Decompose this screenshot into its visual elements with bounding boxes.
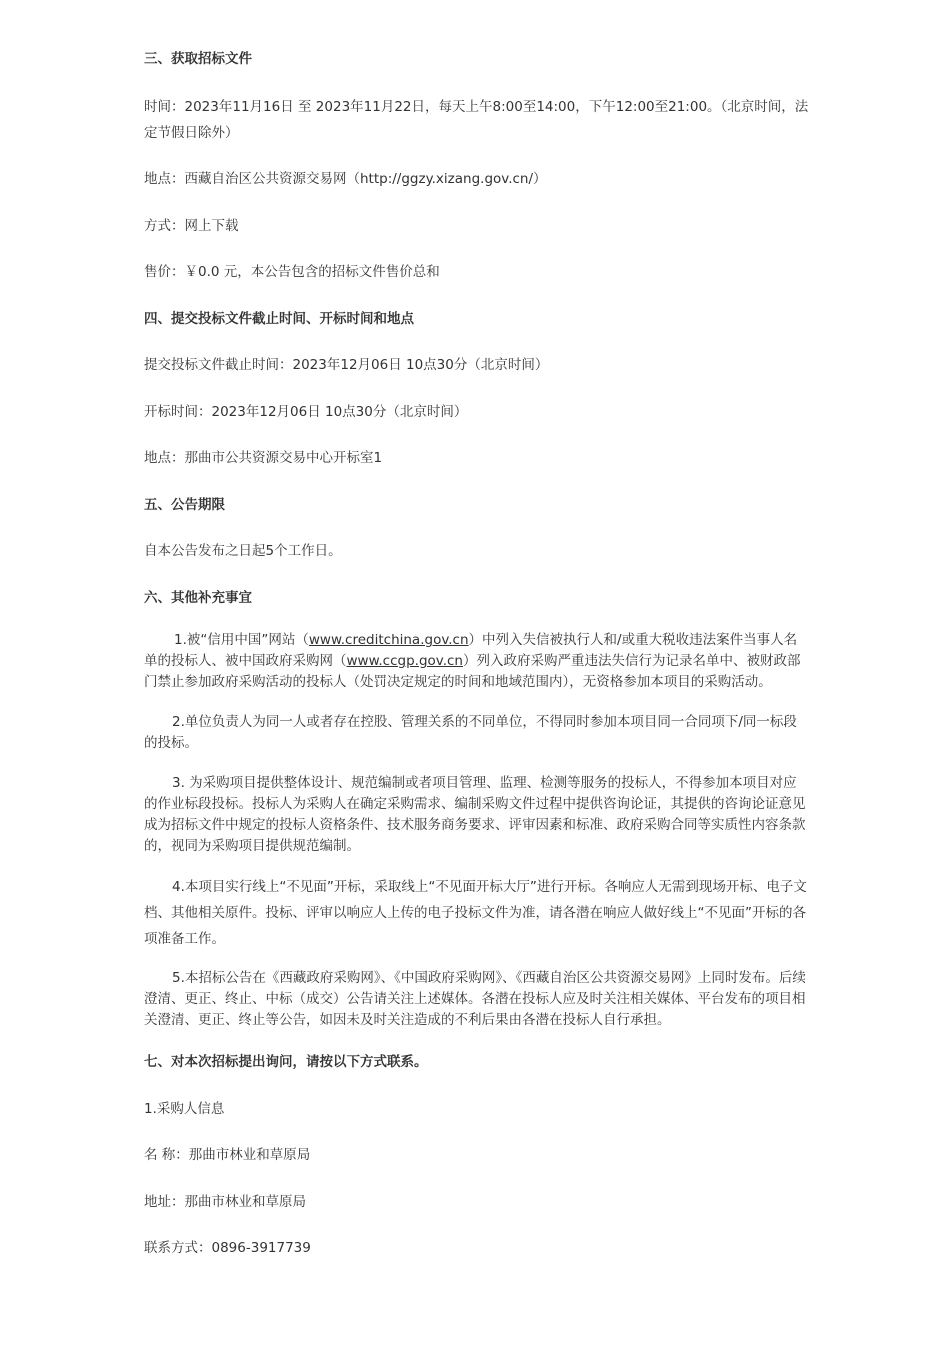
- section-3-place: 地点：西藏自治区公共资源交易网（http://ggzy.xizang.gov.cn/）: [144, 171, 547, 187]
- section-6-item-5: 5.本招标公告在《西藏政府采购网》、《中国政府采购网》、《西藏自治区公共资源交易网》上同时发布。后续澄清、更正、终止、中标（成交）公告请关注上述媒体。各潜在投标人应及时关注相关媒体、平台发布的项目相关澄清、更正、终止等公告，如因未及时关注造成的不利后果由各潜在投标人自行承担。: [144, 970, 806, 1028]
- section-6-item-2: 2.单位负责人为同一人或者存在控股、管理关系的不同单位，不得同时参加本项目同一合同项下/同一标段的投标。: [144, 714, 797, 751]
- section-6-heading: 六、其他补充事宜: [144, 590, 252, 606]
- purchaser-address: 地址：那曲市林业和草原局: [144, 1194, 306, 1210]
- section-6-item-4: 4.本项目实行线上“不见面”开标，采取线上“不见面开标大厅”进行开标。各响应人无需到现场开标、电子文档、其他相关原件。投标、评审以响应人上传的电子投标文件为准，请各潜在响应人做好线上“不见面”开标的各项准备工作。: [144, 879, 807, 947]
- section-7-heading: 七、对本次招标提出询问，请按以下方式联系。: [144, 1054, 428, 1070]
- ccgp-link[interactable]: www.ccgp.gov.cn: [346, 653, 463, 669]
- section-4-opening: 开标时间：2023年12月06日 10点30分（北京时间）: [144, 404, 468, 420]
- section-3-price: 售价：￥0.0 元，本公告包含的招标文件售价总和: [144, 264, 440, 280]
- section-4-heading: 四、提交投标文件截止时间、开标时间和地点: [144, 311, 414, 327]
- section-5-text: 自本公告发布之日起5个工作日。: [144, 543, 342, 559]
- section-6-item-3: 3. 为采购项目提供整体设计、规范编制或者项目管理、监理、检测等服务的投标人，不得参加本项目对应的作业标段投标。投标人为采购人在确定采购需求、编制采购文件过程中提供咨询论证，其提供的咨询论证意见成为招标文件中规定的投标人资格条件、技术服务商务要求、评审因素和标准、政府采购合同等实质性内容条款的，视同为采购项目提供规范编制。: [144, 775, 806, 854]
- purchaser-name: 名 称：那曲市林业和草原局: [144, 1147, 311, 1163]
- section-4-place: 地点：那曲市公共资源交易中心开标室1: [144, 450, 383, 466]
- section-6-item-1: [144, 630, 810, 693]
- section-3-time: 时间：2023年11月16日 至 2023年11月22日，每天上午8:00至14:00，下午12:00至21:00。（北京时间，法定节假日除外）: [144, 99, 809, 141]
- item-1-text-c: ）列入政府采购严重违法失信行为记录名单中、被财政部门禁止参加政府采购活动的投标人（处罚决定规定的时间和地域范围内），无资格参加本项目的采购活动。: [144, 653, 801, 690]
- section-3-method: 方式：网上下载: [144, 218, 239, 234]
- section-5-heading: 五、公告期限: [144, 497, 225, 513]
- section-7-sub-heading: 1.采购人信息: [144, 1101, 225, 1117]
- item-1-text-a: 1.被“信用中国”网站（: [174, 632, 309, 648]
- purchaser-contact: 联系方式：0896-3917739: [144, 1240, 311, 1256]
- creditchina-link[interactable]: www.creditchina.gov.cn: [308, 632, 469, 648]
- section-4-deadline: 提交投标文件截止时间：2023年12月06日 10点30分（北京时间）: [144, 357, 549, 373]
- item-1-text-b: ）中列入失信被执行人和/或重大税收违法案件当事人名单的投标人、被中国政府采购网（: [144, 632, 798, 669]
- section-3-heading: 三、获取招标文件: [144, 51, 252, 67]
